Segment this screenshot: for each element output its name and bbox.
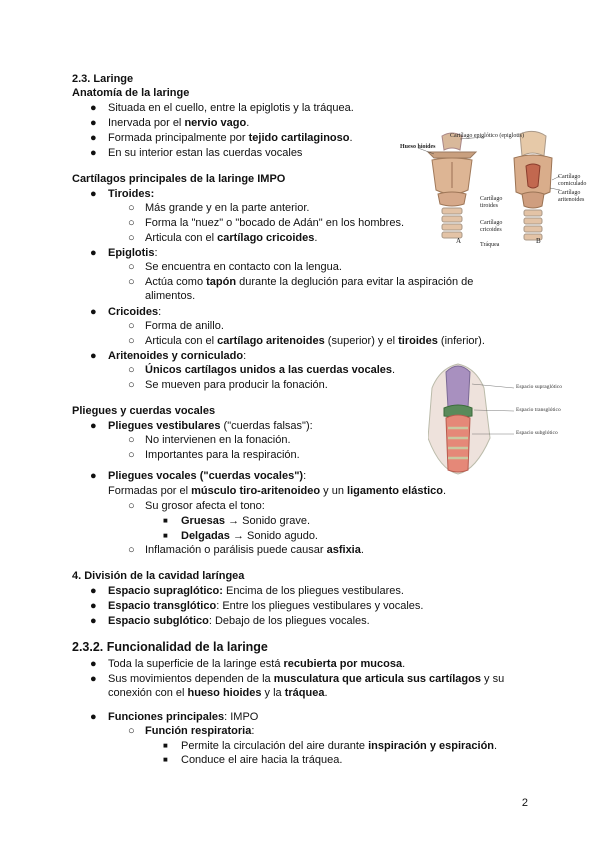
bullet: ●	[90, 470, 97, 482]
bullet: ●	[90, 117, 97, 129]
aritenoides-label: Aritenoides y corniculado:	[108, 350, 247, 362]
bullet: ●	[90, 102, 97, 114]
bullet: ●	[90, 132, 97, 144]
laryngeal-spaces-figure	[428, 358, 588, 476]
list-item: Se mueven para producir la fonación.	[145, 379, 328, 391]
bullet: ●	[90, 350, 97, 362]
list-item: Conduce el aire hacia la tráquea.	[181, 754, 343, 766]
bullet: ●	[90, 615, 97, 627]
figure-label: Cartílago cricoides	[480, 220, 503, 233]
vocales-desc: Formadas por el músculo tiro-aritenoideo y un ligamento elástico.	[108, 485, 447, 497]
figure-label: B	[536, 237, 541, 245]
vocales-label: Pliegues vocales ("cuerdas vocales"):	[108, 470, 307, 482]
pliegues-heading: Pliegues y cuerdas vocales	[72, 405, 216, 417]
list-item-continuation: conexión con el hueso hioides y la tráquea.	[108, 687, 328, 699]
division-heading: 4. División de la cavidad laríngea	[72, 570, 245, 582]
figure-label: Cartílago corniculado	[558, 174, 587, 187]
sub-bullet: ○	[128, 725, 135, 737]
section-title: 2.3. Laringe	[72, 73, 134, 85]
list-item: No intervienen en la fonación.	[145, 434, 291, 446]
list-item: Espacio supraglótico: Encima de los pliegues vestibulares.	[108, 585, 404, 597]
figure-label: Cartílago epiglótico (epiglotis)	[450, 133, 524, 139]
list-item: Espacio subglótico: Debajo de los pliegues vocales.	[108, 615, 370, 627]
figure-label: Hueso hioides	[400, 144, 436, 150]
tiroides-label: Tiroides:	[108, 188, 155, 200]
list-item: Actúa como tapón durante la deglución para evitar la aspiración de	[145, 276, 474, 288]
list-item: Forma la "nuez" o "bocado de Adán" en los hombres.	[145, 217, 404, 229]
epiglotis-label: Epiglotis:	[108, 247, 158, 259]
bullet: ●	[90, 585, 97, 597]
funciones-label: Funciones principales: IMPO	[108, 711, 259, 723]
figure-label: Tráquea	[480, 242, 500, 248]
bullet: ●	[90, 188, 97, 200]
bullet: ●	[90, 247, 97, 259]
list-item: Sus movimientos dependen de la musculatura que articula sus cartílagos y su	[108, 673, 505, 685]
list-item: Situada en el cuello, entre la epiglotis y la tráquea.	[108, 102, 354, 114]
sub-bullet: ○	[128, 320, 135, 332]
figure-label: Espacio subglótico	[516, 430, 558, 436]
vestibulares-label: Pliegues vestibulares ("cuerdas falsas"):	[108, 420, 313, 432]
list-item: En su interior estan las cuerdas vocales	[108, 147, 303, 159]
figure-label: A	[456, 237, 462, 245]
list-item: Formada principalmente por tejido cartilaginoso.	[108, 132, 353, 144]
bullet: ●	[90, 420, 97, 432]
sub-bullet: ○	[128, 434, 135, 446]
larynx-cartilage-figure	[400, 128, 587, 250]
cricoides-label: Cricoides:	[108, 306, 162, 318]
list-item: Articula con el cartílago cricoides.	[145, 232, 318, 244]
list-item: Gruesas → Sonido grave.	[181, 515, 311, 527]
sub-bullet: ○	[128, 500, 135, 512]
list-item: Se encuentra en contacto con la lengua.	[145, 261, 342, 273]
laryngeal-spaces-illustration	[428, 358, 588, 476]
figure-label: Espacio transglótico	[516, 407, 561, 413]
list-item-continuation: alimentos.	[145, 290, 196, 302]
sub-bullet: ○	[128, 276, 135, 288]
bullet: ●	[90, 658, 97, 670]
list-item: Delgadas → Sonido agudo.	[181, 530, 318, 542]
list-item: Inervada por el nervio vago.	[108, 117, 250, 129]
bullet: ●	[90, 600, 97, 612]
page-number: 2	[521, 797, 528, 809]
square-bullet: ■	[163, 531, 168, 540]
list-item: Forma de anillo.	[145, 320, 224, 332]
sub-bullet: ○	[128, 449, 135, 461]
sub-bullet: ○	[128, 261, 135, 273]
list-item: Toda la superficie de la laringe está recubierta por mucosa.	[108, 658, 406, 670]
list-item: Función respiratoria:	[145, 725, 255, 737]
list-item: Únicos cartílagos unidos a las cuerdas vocales.	[145, 364, 396, 376]
figure-label: Cartílago tiroides	[480, 196, 503, 209]
square-bullet: ■	[163, 516, 168, 525]
sub-bullet: ○	[128, 232, 135, 244]
bullet: ●	[90, 673, 97, 685]
sub-bullet: ○	[128, 544, 135, 556]
sub-bullet: ○	[128, 364, 135, 376]
cartilages-heading: Cartílagos principales de la laringe IMPO	[72, 173, 286, 185]
square-bullet: ■	[163, 741, 168, 750]
bullet: ●	[90, 711, 97, 723]
figure-label: Cartílago aritenoides	[558, 190, 585, 203]
anatomy-heading: Anatomía de la laringe	[72, 87, 190, 99]
sub-bullet: ○	[128, 379, 135, 391]
sub-bullet: ○	[128, 202, 135, 214]
square-bullet: ■	[163, 755, 168, 764]
sub-bullet: ○	[128, 217, 135, 229]
list-item: Su grosor afecta el tono:	[145, 500, 265, 512]
list-item: Espacio transglótico: Entre los pliegues vestibulares y vocales.	[108, 600, 424, 612]
bullet: ●	[90, 147, 97, 159]
funcionalidad-heading: 2.3.2. Funcionalidad de la laringe	[72, 640, 268, 654]
sub-bullet: ○	[128, 335, 135, 347]
list-item: Importantes para la respiración.	[145, 449, 300, 461]
list-item: Permite la circulación del aire durante inspiración y espiración.	[181, 740, 498, 752]
figure-label: Espacio supraglótico	[516, 384, 562, 390]
bullet: ●	[90, 306, 97, 318]
list-item: Inflamación o parálisis puede causar asfixia.	[145, 544, 364, 556]
list-item: Más grande y en la parte anterior.	[145, 202, 310, 214]
list-item: Articula con el cartílago aritenoides (superior) y el tiroides (inferior).	[145, 335, 485, 347]
